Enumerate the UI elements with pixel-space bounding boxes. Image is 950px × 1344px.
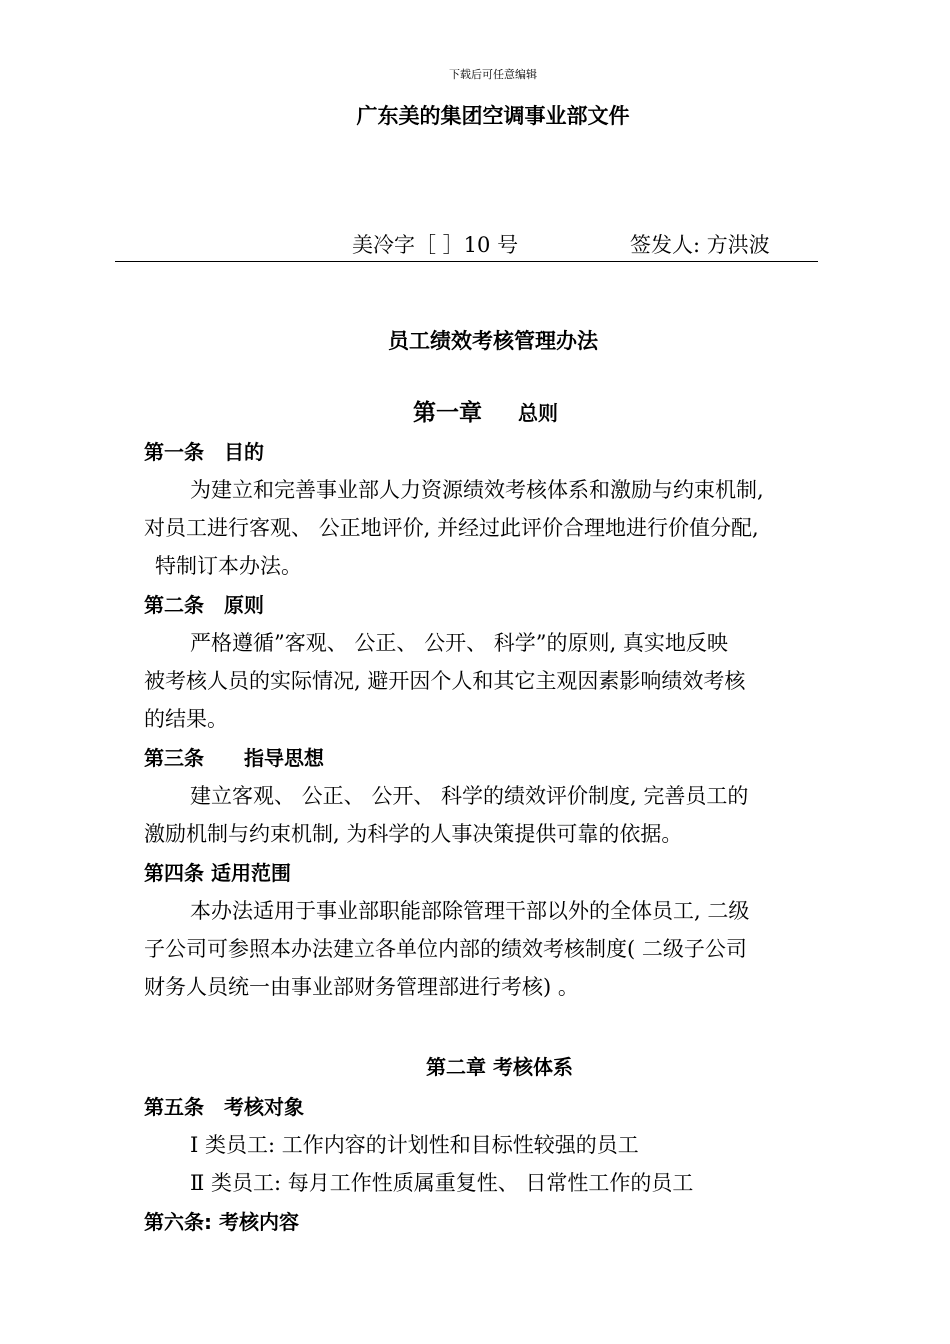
employee-category-item: Ⅰ 类员工: 工作内容的计划性和目标性较强的员工 [190, 1133, 639, 1157]
document-number: 美冷字［ ］10 号 [352, 233, 519, 257]
header-divider [115, 261, 818, 262]
article-1-line: 对员工进行客观、 公正地评价, 并经过此评价合理地进行价值分配, [144, 516, 759, 540]
article-1-line: 特制订本办法。 [155, 554, 302, 578]
article-5-heading: 第五条 考核对象 [144, 1095, 304, 1119]
article-4-line: 财务人员统一由事业部财务管理部进行考核) 。 [144, 975, 579, 999]
chapter-2-heading: 第二章 考核体系 [426, 1055, 573, 1079]
article-3-line: 建立客观、 公正、 公开、 科学的绩效评价制度, 完善员工的 [190, 784, 749, 808]
article-3-line: 激励机制与约束机制, 为科学的人事决策提供可靠的依据。 [144, 822, 683, 846]
chapter-1-number: 第一章 [413, 400, 482, 426]
document-title: 员工绩效考核管理办法 [388, 329, 598, 353]
article-2-line: 被考核人员的实际情况, 避开因个人和其它主观因素影响绩效考核 [144, 669, 746, 693]
article-2-line: 的结果。 [144, 707, 228, 731]
chapter-1-name: 总则 [518, 401, 558, 425]
article-4-line: 子公司可参照本办法建立各单位内部的绩效考核制度( 二级子公司 [144, 937, 747, 961]
article-6-heading: 第六条: 考核内容 [144, 1210, 299, 1234]
article-4-line: 本办法适用于事业部职能部除管理干部以外的全体员工, 二级 [190, 899, 750, 923]
article-1-line: 为建立和完善事业部人力资源绩效考核体系和激励与约束机制, [190, 478, 764, 502]
article-3-heading: 第三条 指导思想 [144, 746, 324, 770]
organization-title: 广东美的集团空调事业部文件 [356, 104, 630, 128]
signer: 签发人: 方洪波 [630, 233, 770, 257]
article-2-line: 严格遵循”客观、 公正、 公开、 科学”的原则, 真实地反映 [190, 631, 728, 655]
chapter-1-heading [413, 394, 558, 427]
article-4-heading: 第四条 适用范围 [144, 861, 291, 885]
article-2-heading: 第二条 原则 [144, 593, 264, 617]
article-1-heading: 第一条 目的 [144, 440, 264, 464]
header-watermark: 下载后可任意编辑 [449, 68, 537, 81]
employee-category-item: Ⅱ 类员工: 每月工作性质属重复性、 日常性工作的员工 [190, 1171, 694, 1195]
